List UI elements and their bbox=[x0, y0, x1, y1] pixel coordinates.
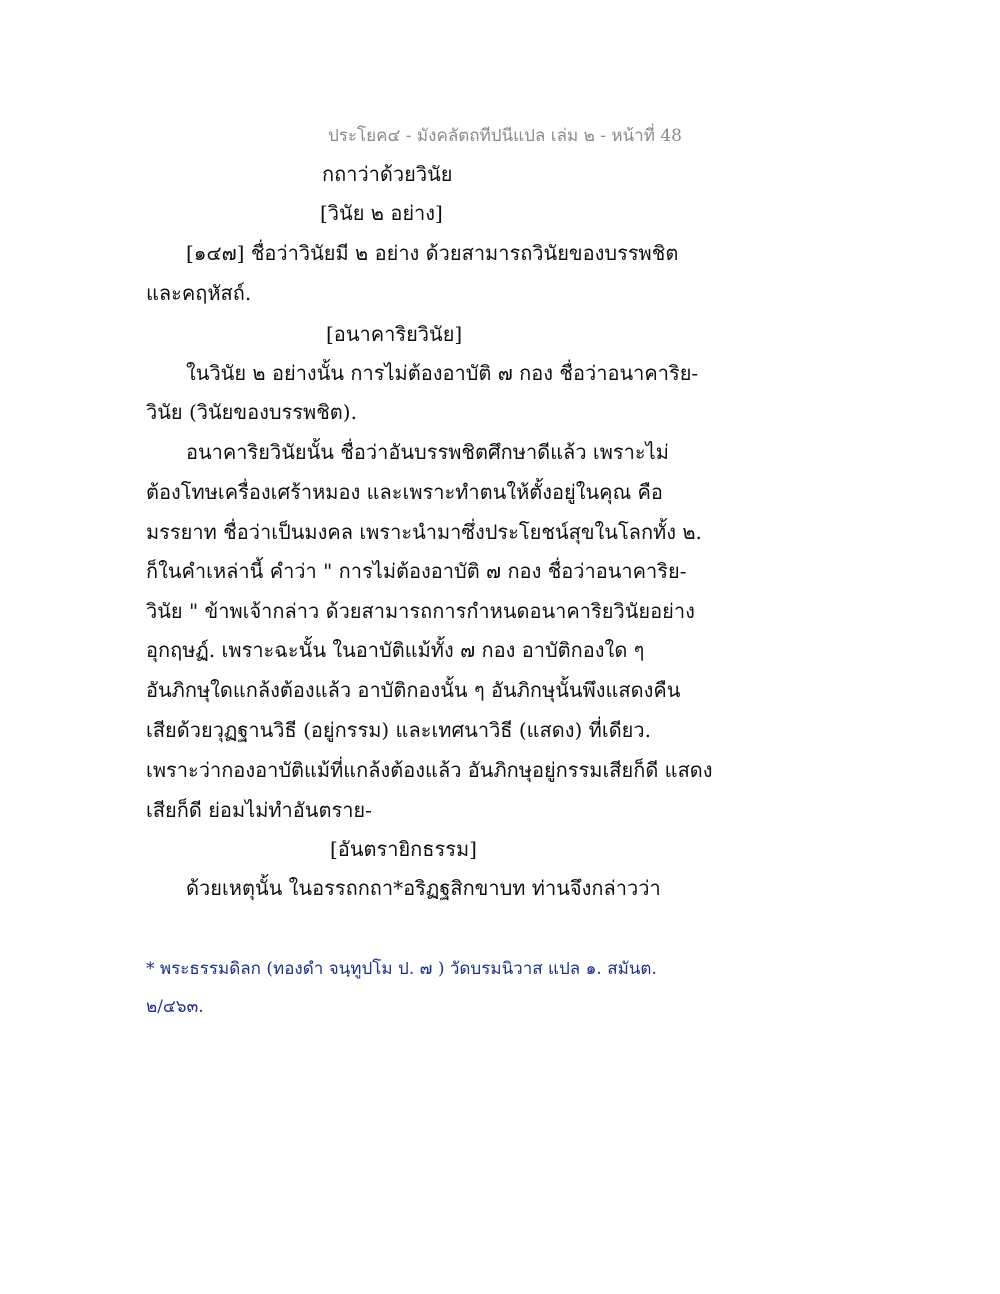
paragraph-line: อุกฤษฏ์. เพราะฉะนั้น ในอาบัติแม้ทั้ง ๗ กอง อาบัติกองใด ๆ bbox=[146, 638, 645, 662]
paragraph-line: วินัย (วินัยของบรรพชิต). bbox=[146, 400, 357, 424]
paragraph-line: ก็ในคำเหล่านี้ คำว่า " การไม่ต้องอาบัติ ๗ กอง ชื่อว่าอนาคาริย- bbox=[146, 559, 687, 583]
subsection-heading: [วินัย ๒ อย่าง] bbox=[320, 201, 443, 225]
paragraph-line: ต้องโทษเครื่องเศร้าหมอง และเพราะทำตนให้ตั้งอยู่ในคุณ คือ bbox=[146, 480, 663, 504]
footnote-line: ๒/๔๖๓. bbox=[146, 997, 204, 1017]
paragraph-line: มรรยาท ชื่อว่าเป็นมงคล เพราะนำมาซึ่งประโยชน์สุขในโลกทั้ง ๒. bbox=[146, 520, 702, 544]
paragraph-line: อันภิกษุใดแกล้งต้องแล้ว อาบัติกองนั้น ๆ อันภิกษุนั้นพึงแสดงคืน bbox=[146, 678, 681, 702]
paragraph-line: วินัย " ข้าพเจ้ากล่าว ด้วยสามารถการกำหนดอนาคาริยวินัยอย่าง bbox=[146, 599, 695, 623]
paragraph-line: และคฤหัสถ์. bbox=[146, 281, 252, 305]
running-header: ประโยค๔ - มังคลัตถทีปนีแปล เล่ม ๒ - หน้าที่ 48 bbox=[328, 126, 682, 146]
section-heading: กถาว่าด้วยวินัย bbox=[322, 162, 453, 186]
paragraph-line: เสียก็ดี ย่อมไม่ทำอันตราย- bbox=[146, 798, 372, 822]
paragraph-line: ในวินัย ๒ อย่างนั้น การไม่ต้องอาบัติ ๗ กอง ชื่อว่าอนาคาริย- bbox=[186, 361, 699, 385]
paragraph-line: [๑๔๗] ชื่อว่าวินัยมี ๒ อย่าง ด้วยสามารถวินัยของบรรพชิต bbox=[186, 241, 679, 265]
subsection-heading: [อันตรายิกธรรม] bbox=[330, 837, 477, 861]
paragraph-line: เพราะว่ากองอาบัติแม้ที่แกล้งต้องแล้ว อันภิกษุอยู่กรรมเสียก็ดี แสดง bbox=[146, 758, 713, 782]
footnote-line: * พระธรรมดิลก (ทองดำ จนฺทูปโม ป. ๗ ) วัดบรมนิวาส แปล ๑. สมันต. bbox=[146, 959, 657, 979]
paragraph-line: เสียด้วยวุฏฐานวิธี (อยู่กรรม) และเทศนาวิธี (แสดง) ที่เดียว. bbox=[146, 718, 651, 742]
subsection-heading: [อนาคาริยวินัย] bbox=[326, 322, 463, 346]
paragraph-line: ด้วยเหตุนั้น ในอรรถกถา*อริฏฐสิกขาบท ท่านจึงกล่าวว่า bbox=[186, 876, 661, 900]
paragraph-line: อนาคาริยวินัยนั้น ชื่อว่าอันบรรพชิตศึกษาดีแล้ว เพราะไม่ bbox=[186, 440, 669, 464]
